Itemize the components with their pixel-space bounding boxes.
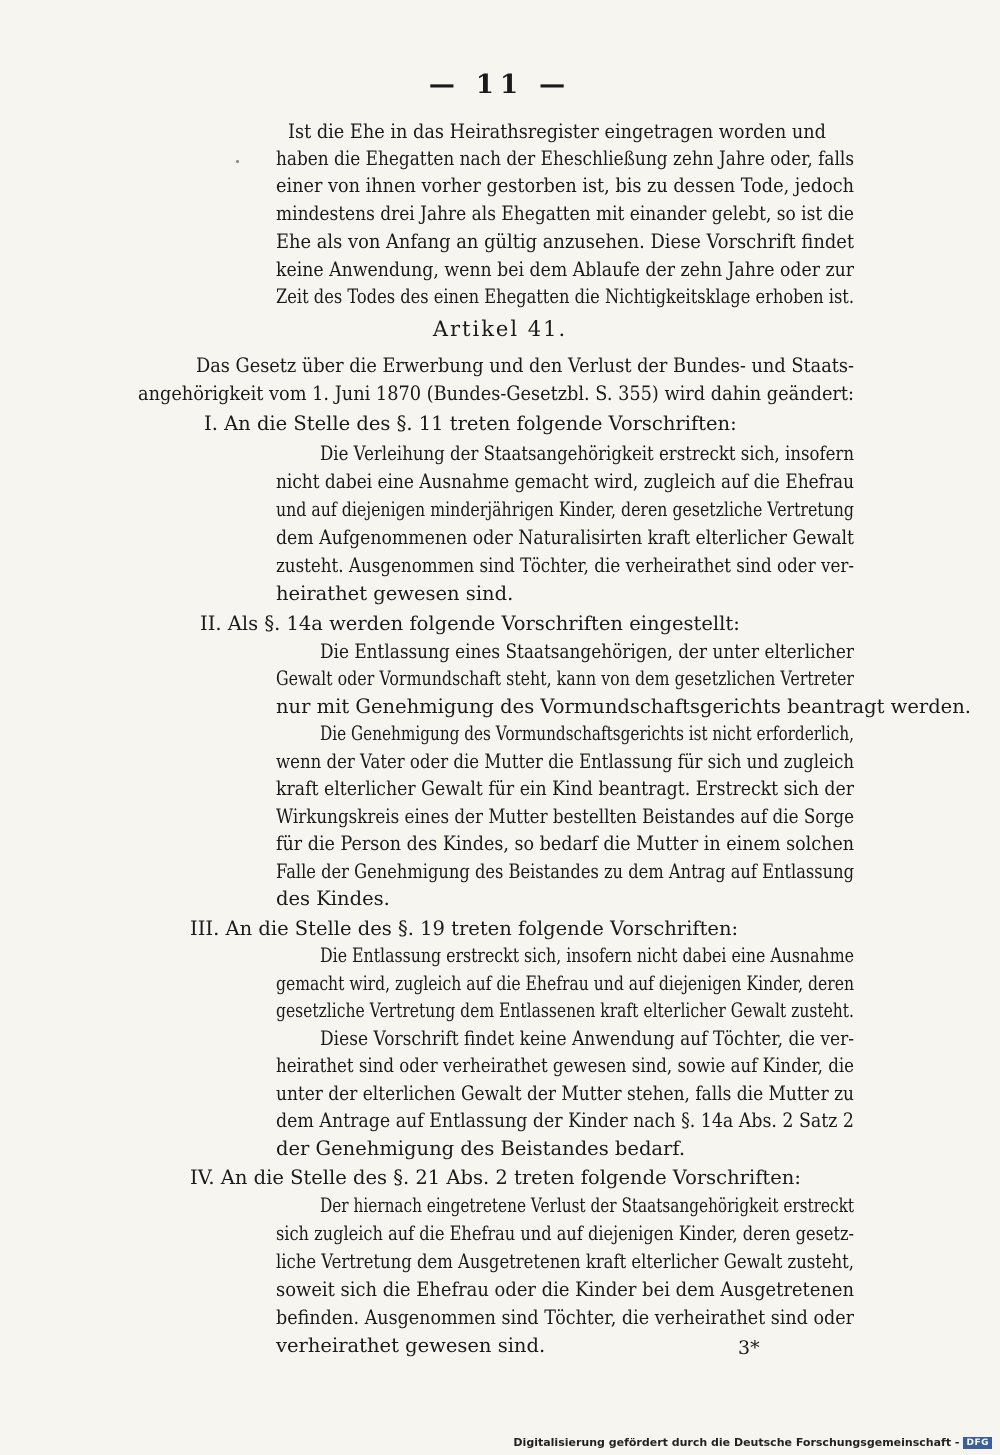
item-heading: IV. An die Stelle des §. 21 Abs. 2 treten folgende Vorschriften: — [190, 1166, 801, 1189]
signature-mark: 3* — [738, 1337, 760, 1359]
text-line: für die Person des Kindes, so bedarf die Mutter in einem solchen — [276, 832, 854, 855]
text-line: der Genehmigung des Beistandes bedarf. — [276, 1137, 686, 1160]
text-line: Wirkungskreis eines der Mutter bestellten Beistandes auf die Sorge — [276, 805, 854, 828]
item-heading: I. An die Stelle des §. 11 treten folgende Vorschriften: — [204, 412, 737, 435]
text-line: dem Antrage auf Entlassung der Kinder nach §. 14a Abs. 2 Satz 2 — [276, 1109, 854, 1132]
digitization-footer — [513, 1436, 992, 1449]
text-line: Diese Vorschrift findet keine Anwendung auf Töchter, die ver- — [320, 1027, 854, 1050]
text-line: Gewalt oder Vormundschaft steht, kann von dem gesetzlichen Vertreter — [276, 667, 854, 690]
text-line: nicht dabei eine Ausnahme gemacht wird, zugleich auf die Ehefrau — [276, 470, 854, 493]
text-line: Das Gesetz über die Erwerbung und den Verlust der Bundes- und Staats- — [196, 354, 854, 377]
text-line: sich zugleich auf die Ehefrau und auf diejenigen Kinder, deren gesetz- — [276, 1222, 854, 1245]
page-number: — 11 — — [428, 70, 572, 100]
text-line: liche Vertretung dem Ausgetretenen kraft elterlicher Gewalt zusteht, — [276, 1250, 854, 1273]
text-line: Der hiernach eingetretene Verlust der Staatsangehörigkeit erstreckt — [320, 1194, 854, 1217]
text-line: soweit sich die Ehefrau oder die Kinder bei dem Ausgetretenen — [276, 1278, 854, 1301]
item-heading: III. An die Stelle des §. 19 treten folgende Vorschriften: — [190, 917, 739, 940]
dfg-logo-icon: DFG — [963, 1437, 992, 1449]
text-line: nur mit Genehmigung des Vormundschaftsgerichts beantragt werden. — [276, 695, 971, 718]
text-line: dem Aufgenommenen oder Naturalisirten kraft elterlicher Gewalt — [276, 526, 854, 549]
text-line: Die Entlassung eines Staatsangehörigen, der unter elterlicher — [320, 640, 854, 663]
text-line: mindestens drei Jahre als Ehegatten mit einander gelebt, so ist die — [276, 202, 854, 225]
text-line: und auf diejenigen minderjährigen Kinder, deren gesetzliche Vertretung — [276, 498, 854, 521]
text-line: Falle der Genehmigung des Beistandes zu dem Antrag auf Entlassung — [276, 860, 854, 883]
text-line: wenn der Vater oder die Mutter die Entlassung für sich und zugleich — [276, 750, 854, 773]
text-line: befinden. Ausgenommen sind Töchter, die verheirathet sind oder — [276, 1306, 854, 1329]
text-line: keine Anwendung, wenn bei dem Ablaufe der zehn Jahre oder zur — [276, 258, 854, 281]
text-line: Ist die Ehe in das Heirathsregister eingetragen worden und — [288, 120, 826, 143]
text-line: Die Verleihung der Staatsangehörigkeit erstreckt sich, insofern — [320, 442, 854, 465]
text-line: Ehe als von Anfang an gültig anzusehen. Diese Vorschrift findet — [276, 230, 854, 253]
text-line: Die Entlassung erstreckt sich, insofern nicht dabei eine Ausnahme — [320, 944, 854, 967]
text-line: verheirathet gewesen sind. — [276, 1334, 546, 1357]
article-heading: Artikel 41. — [432, 317, 568, 341]
text-line: heirathet gewesen sind. — [276, 582, 514, 605]
text-line: Die Genehmigung des Vormundschaftsgerichts ist nicht erforderlich, — [320, 722, 854, 745]
text-line: einer von ihnen vorher gestorben ist, bis zu dessen Tode, jedoch — [276, 174, 854, 197]
text-line: unter der elterlichen Gewalt der Mutter stehen, falls die Mutter zu — [276, 1082, 854, 1105]
text-line: des Kindes. — [276, 887, 390, 910]
text-line: heirathet sind oder verheirathet gewesen sind, sowie auf Kinder, die — [276, 1054, 854, 1077]
text-line: gemacht wird, zugleich auf die Ehefrau und auf diejenigen Kinder, deren — [276, 972, 854, 995]
text-line: kraft elterlicher Gewalt für ein Kind beantragt. Erstreckt sich der — [276, 777, 854, 800]
text-line: zusteht. Ausgenommen sind Töchter, die verheirathet sind oder ver- — [276, 554, 854, 577]
text-line: Zeit des Todes des einen Ehegatten die Nichtigkeitsklage erhoben ist. — [276, 285, 854, 308]
print-speck — [236, 160, 239, 163]
item-heading: II. Als §. 14a werden folgende Vorschriften eingestellt: — [200, 612, 740, 635]
footer-text: Digitalisierung gefördert durch die Deutsche Forschungsgemeinschaft - — [513, 1436, 960, 1449]
text-line: gesetzliche Vertretung dem Entlassenen kraft elterlicher Gewalt zusteht. — [276, 999, 854, 1022]
text-line: angehörigkeit vom 1. Juni 1870 (Bundes-Gesetzbl. S. 355) wird dahin geändert: — [138, 382, 854, 405]
text-line: haben die Ehegatten nach der Eheschließung zehn Jahre oder, falls — [276, 147, 854, 170]
